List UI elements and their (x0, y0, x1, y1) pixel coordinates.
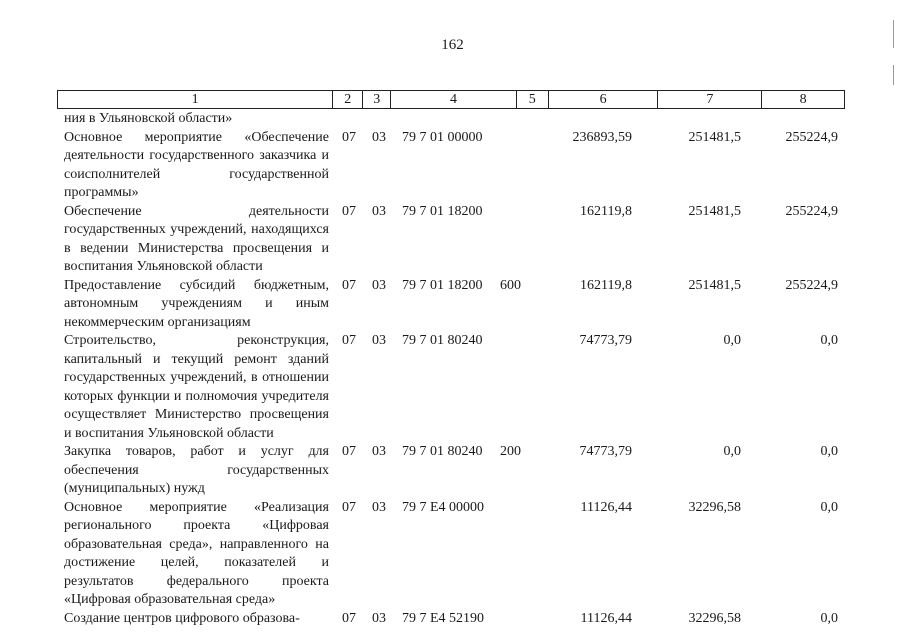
table-header (57, 90, 845, 109)
header-cell: 4 (391, 91, 517, 108)
cell-target-code: 79 7 01 18200 (402, 277, 483, 293)
header-cell: 7 (658, 91, 762, 108)
table-row (64, 129, 854, 203)
scan-artifact (893, 20, 894, 48)
cell-amount-7: 251481,5 (688, 203, 741, 219)
cell-target-code: 79 7 01 80240 (402, 444, 483, 459)
cell-amount-8: 255224,9 (785, 129, 838, 145)
scan-artifact (893, 65, 894, 85)
header-cell: 8 (799, 92, 807, 107)
header-cell: 5 (517, 91, 549, 108)
cell-section: 07 (342, 499, 356, 515)
cell-amount-6: 11126,44 (580, 499, 632, 515)
cell-amount-8: 0,0 (820, 499, 838, 515)
cell-section: 07 (342, 333, 356, 348)
table-row (64, 203, 854, 277)
cell-amount-7: 32296,58 (688, 610, 741, 626)
cell-amount-6: 162119,8 (580, 277, 632, 293)
cell-amount-7: 251481,5 (688, 277, 741, 293)
cell-amount-6: 74773,79 (579, 444, 632, 459)
cell-subsection: 03 (372, 333, 386, 348)
header-cell: 3 (363, 91, 391, 108)
cell-subsection: 03 (372, 499, 386, 515)
table-row (64, 610, 854, 629)
cell-section: 07 (342, 610, 356, 626)
table-row (64, 110, 854, 129)
row-description: ния в Ульяновской области» (64, 111, 233, 126)
table-row (64, 332, 854, 443)
table-row (64, 443, 854, 499)
header-cell: 1 (58, 91, 333, 108)
row-description: Основное мероприятие «Реализация регионального проекта «Цифровая образовательная среда», направленного на достижение целей, показателей и результатов федерального проекта «Цифровая образовательная среда» (64, 499, 329, 607)
cell-section: 07 (342, 444, 356, 459)
cell-section: 07 (342, 203, 356, 219)
row-description: Создание центров цифрового образова- (64, 610, 300, 626)
cell-amount-7: 0,0 (723, 444, 741, 459)
cell-amount-7: 0,0 (723, 333, 741, 348)
cell-amount-8: 0,0 (820, 610, 838, 626)
cell-amount-6: 74773,79 (579, 333, 632, 348)
cell-subsection: 03 (372, 277, 386, 293)
row-description: Строительство, реконструкция, капитальный и текущий ремонт зданий государственных учреждений, в отношении которых функции и полномочия учредителя осуществляет Министерство просвещения и воспитания Ульяновской области (64, 333, 329, 441)
cell-expense-type: 200 (500, 444, 521, 459)
table-row (64, 277, 854, 333)
row-description: Обеспечение деятельности государственных учреждений, находящихся в ведении Министерства просвещения и воспитания Ульяновской области (64, 203, 329, 274)
cell-amount-7: 251481,5 (688, 129, 741, 145)
cell-subsection: 03 (372, 444, 386, 459)
row-description: Предоставление субсидий бюджетным, автономным учреждениям и иным некоммерческим организациям (64, 277, 329, 330)
cell-target-code: 79 7 Е4 52190 (402, 610, 485, 626)
cell-amount-8: 255224,9 (785, 203, 838, 219)
cell-section: 07 (342, 277, 356, 293)
cell-amount-6: 236893,59 (572, 129, 632, 145)
cell-subsection: 03 (372, 203, 386, 219)
cell-subsection: 03 (372, 129, 386, 145)
cell-amount-6: 162119,8 (580, 203, 632, 219)
cell-target-code: 79 7 01 80240 (402, 333, 483, 348)
cell-amount-6: 11126,44 (580, 610, 632, 626)
cell-target-code: 79 7 01 00000 (402, 129, 483, 145)
cell-target-code: 79 7 01 18200 (402, 203, 483, 219)
cell-amount-8: 255224,9 (785, 277, 838, 293)
page-number: 162 (441, 37, 464, 53)
cell-expense-type: 600 (500, 277, 521, 293)
cell-section: 07 (342, 129, 356, 145)
row-description: Закупка товаров, работ и услуг для обеспечения государственных (муниципальных) нужд (64, 444, 329, 496)
table-body (64, 110, 854, 628)
row-description: Основное мероприятие «Обеспечение деятельности государственного заказчика и соисполнителей государственной программы» (64, 129, 329, 200)
cell-target-code: 79 7 Е4 00000 (402, 499, 485, 515)
cell-subsection: 03 (372, 610, 386, 626)
header-cell: 2 (333, 91, 363, 108)
cell-amount-8: 0,0 (820, 333, 838, 348)
table-row (64, 499, 854, 610)
cell-amount-8: 0,0 (820, 444, 838, 459)
header-cell: 6 (549, 91, 659, 108)
cell-amount-7: 32296,58 (688, 499, 741, 515)
